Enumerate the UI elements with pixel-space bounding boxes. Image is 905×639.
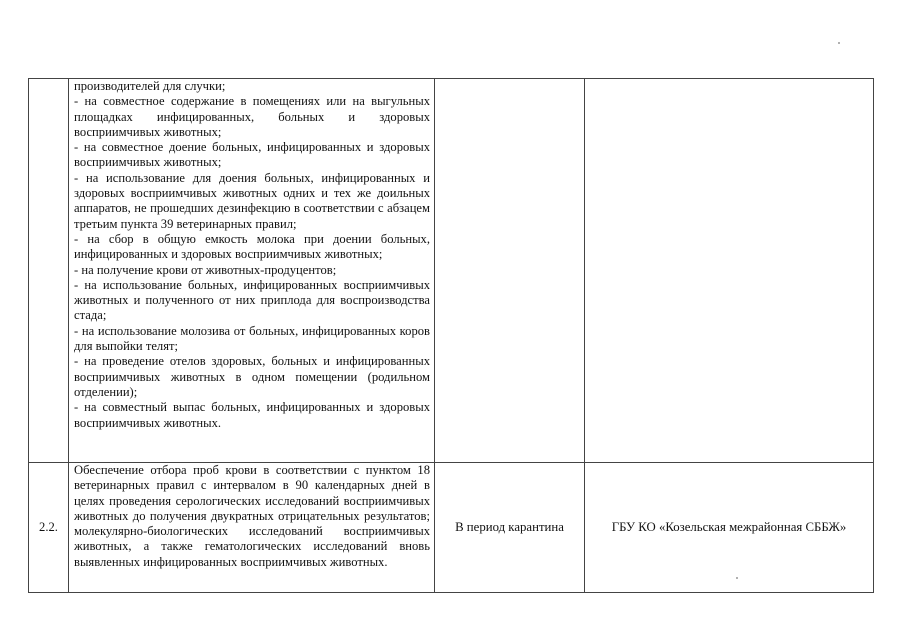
measure-text-cell bbox=[69, 463, 435, 593]
responsible-cell bbox=[585, 79, 874, 463]
measure-text-cell bbox=[69, 79, 435, 463]
measures-table bbox=[28, 78, 874, 593]
scan-speck bbox=[838, 42, 840, 44]
measure-line: - на использование больных, инфицированных восприимчивых животных и полученного от них приплода для воспроизводства стада; bbox=[74, 277, 430, 323]
table-row bbox=[29, 79, 874, 463]
period-cell: В период карантина bbox=[435, 463, 585, 593]
measure-line: - на совместное доение больных, инфицированных и здоровых восприимчивых животных; bbox=[74, 140, 430, 170]
measure-line: - на совместный выпас больных, инфицированных и здоровых восприимчивых животных. bbox=[74, 400, 430, 430]
measure-line: - на сбор в общую емкость молока при доении больных, инфицированных и здоровых восприимчивых животных; bbox=[74, 231, 430, 262]
row-number-cell bbox=[29, 79, 69, 463]
measure-line: - на использование молозива от больных, инфицированных коров для выпойки телят; bbox=[74, 323, 430, 354]
measure-line: - на использование для доения больных, инфицированных и здоровых восприимчивых животных одних и тех же доильных аппаратов, не прошедших дезинфекцию в соответствии с абзацем третьим пункта 39 ветеринарных правил; bbox=[74, 170, 430, 231]
measure-line: - на совместное содержание в помещениях или на выгульных площадках инфицированных, больных и здоровых восприимчивых животных; bbox=[74, 94, 430, 139]
measure-line: - на получение крови от животных-продуцентов; bbox=[74, 262, 337, 277]
measure-line: производителей для случки; bbox=[74, 79, 226, 93]
scan-speck bbox=[736, 577, 738, 579]
table-row bbox=[29, 463, 874, 593]
period-cell bbox=[435, 79, 585, 463]
row-number-cell: 2.2. bbox=[29, 463, 69, 593]
measure-line: - на проведение отелов здоровых, больных и инфицированных восприимчивых животных в одном помещении (родильном отделении); bbox=[74, 354, 430, 399]
responsible-cell: ГБУ КО «Козельская межрайонная СББЖ» bbox=[585, 463, 874, 593]
measure-line: Обеспечение отбора проб крови в соответствии с пунктом 18 ветеринарных правил с интервалом в 90 календарных дней в целях проведения серологических исследований восприимчивых животных до получения двукратных отрицательных результатов; молекулярно-биологических исследований восприимчивых животных, а также гематологических исследований вновь выявленных инфицированных восприимчивых животных. bbox=[74, 463, 430, 569]
